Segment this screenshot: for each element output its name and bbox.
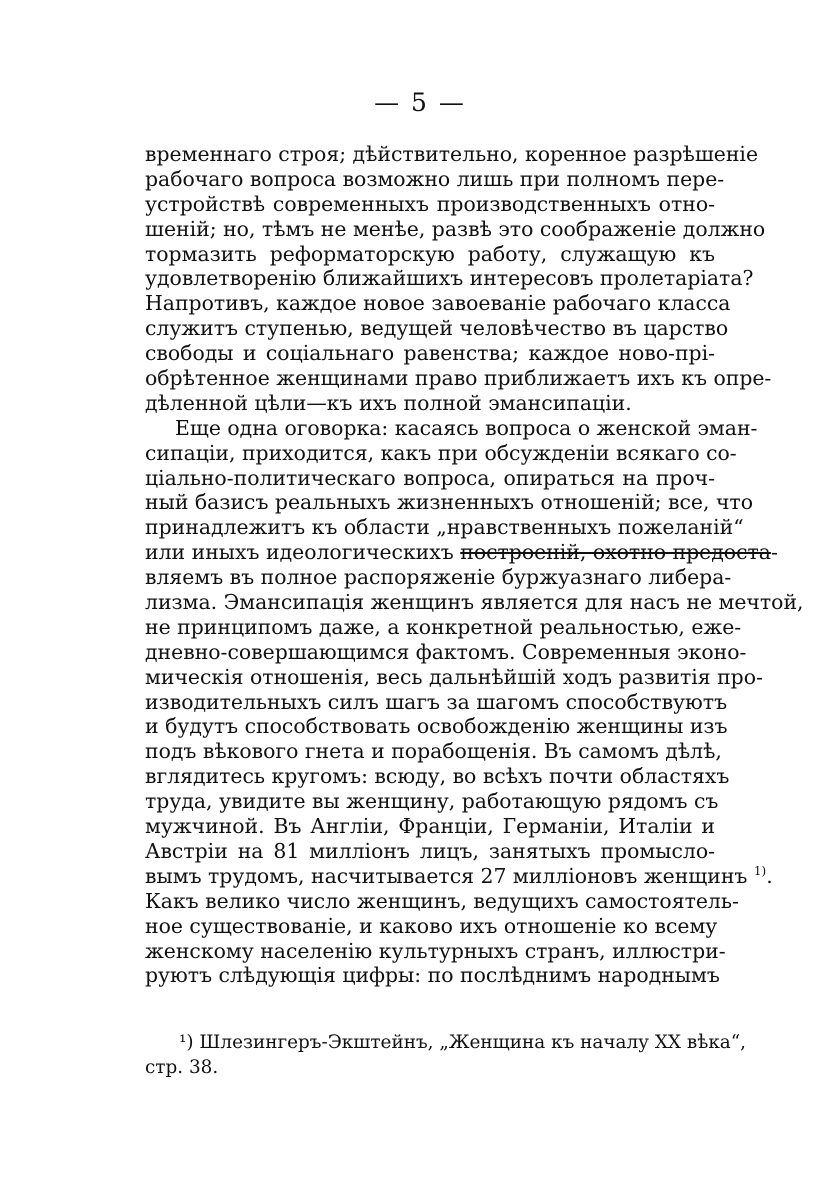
body-text: [145, 142, 804, 988]
page-number: — 5 —: [374, 88, 466, 117]
text-line: тормазить реформаторскую работу, служащую къ: [145, 241, 715, 266]
text-line: Напротивъ, каждое новое завоеваніе рабочаго класса: [145, 291, 731, 316]
text-line: дневно-совершающимся фактомъ. Современныя эконо-: [145, 639, 747, 664]
text-line: вляемъ въ полное распоряженіе буржуазнаго либера-: [145, 565, 732, 590]
text-line: принадлежитъ къ области „нравственныхъ пожеланій“: [145, 515, 744, 540]
footnote-line: стр. 38.: [145, 1056, 219, 1078]
text-line: ный базисъ реальныхъ жизненныхъ отношеній; все, что: [145, 490, 753, 515]
text-line: Австріи на 81 милліонъ лицъ, занятыхъ промысло-: [145, 838, 715, 863]
text-line: ное существованіе, и каково ихъ отношеніе ко всему: [145, 913, 718, 938]
text-fragment: вымъ трудомъ, насчитывается 27 милліоновъ женщинъ: [145, 863, 748, 888]
footnote-text: Шлезингеръ-Экштейнъ, „Женщина къ началу XX вѣка“,: [199, 1032, 747, 1053]
text-line: обрѣтенное женщинами право приближаетъ ихъ къ опре-: [145, 366, 772, 391]
text-line: женскому населенію культурныхъ странъ, иллюстри-: [145, 938, 726, 963]
text-fragment: -: [770, 540, 778, 565]
text-line: служитъ ступенью, ведущей человѣчество въ царство: [145, 316, 729, 341]
text-line: ціально-политическаго вопроса, опираться на проч-: [145, 465, 715, 490]
text-fragment: .: [766, 863, 773, 888]
text-line: руютъ слѣдующія цифры: по послѣднимъ народнымъ: [145, 963, 720, 988]
text-line: мическія отношенія, весь дальнѣйшій ходъ развитія про-: [145, 664, 763, 689]
footnote-reference[interactable]: 1): [753, 864, 767, 879]
text-line: мужчиной. Въ Англіи, Франціи, Германіи, Италіи и: [145, 814, 715, 839]
footnote: [145, 1030, 747, 1080]
text-line: сипаціи, приходится, какъ при обсужденіи всякаго со-: [145, 440, 737, 465]
text-line: Еще одна оговорка: касаясь вопроса о женской эман-: [175, 415, 758, 440]
text-line: вглядитесь кругомъ: всюду, во всѣхъ почти областяхъ: [145, 764, 730, 789]
footnote-line: [145, 1030, 747, 1055]
text-line: не принципомъ даже, а конкретной реальностью, еже-: [145, 614, 742, 639]
struck-text: построеній, охотно предоста: [460, 540, 771, 565]
text-line: временнаго строя; дѣйствительно, коренное разрѣшеніе: [145, 142, 759, 166]
text-line: рабочаго вопроса возможно лишь при полномъ пере-: [145, 166, 725, 191]
text-line: дѣленной цѣли—къ ихъ полной эмансипаціи.: [145, 390, 632, 415]
text-line: шеній; но, тѣмъ не менѣе, развѣ это соображеніе должно: [145, 216, 766, 241]
text-line: лизма. Эмансипація женщинъ является для насъ не мечтой,: [145, 590, 804, 615]
text-line: труда, увидите вы женщину, работающую рядомъ съ: [145, 789, 719, 814]
footnote-marker: ¹): [179, 1032, 194, 1053]
text-line: устройствѣ современныхъ производственныхъ отно-: [145, 191, 715, 216]
text-line-struck: [145, 540, 778, 565]
text-fragment: или иныхъ идеологическихъ: [145, 540, 461, 565]
text-line: подъ вѣкового гнета и порабощенія. Въ самомъ дѣлѣ,: [145, 739, 722, 764]
text-line: и будутъ способствовать освобожденію женщины изъ: [145, 714, 728, 739]
text-line: Какъ велико число женщинъ, ведущихъ самостоятель-: [145, 888, 739, 913]
text-line: удовлетворенію ближайшихъ интересовъ пролетаріата?: [145, 266, 754, 291]
text-line: свободы и соціальнаго равенства; каждое ново-прі-: [145, 341, 715, 366]
text-line: изводительныхъ силъ шагъ за шагомъ способствуютъ: [145, 689, 728, 714]
text-line-footnote-ref: [145, 863, 773, 889]
